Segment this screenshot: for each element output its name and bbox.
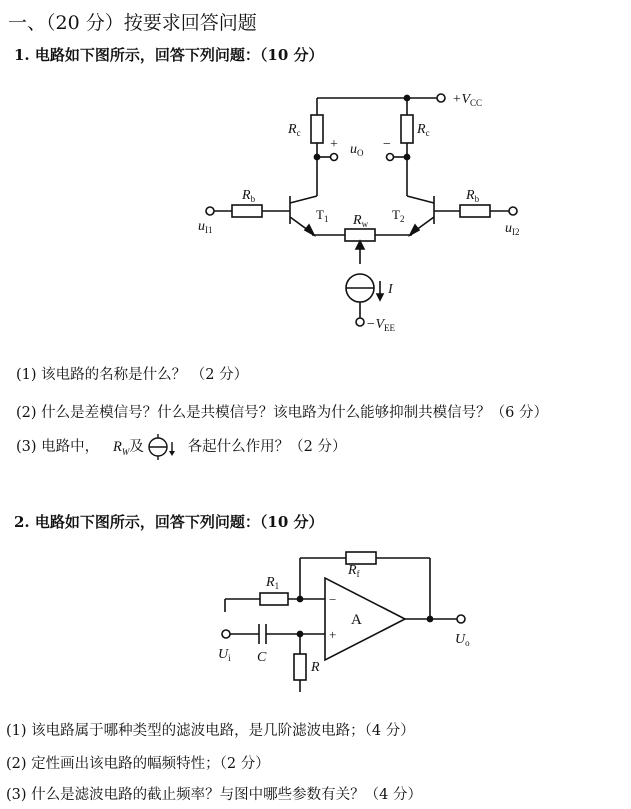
q2-stem: 2. 电路如下图所示，回答下列问题：（10 分）: [14, 513, 324, 531]
svg-text:Rc: $R_c$: [417, 122, 430, 138]
svg-text:T2: $T_2$: [392, 207, 405, 224]
svg-text:Uo: $U_o$: [455, 632, 470, 648]
svg-text:+VCC: $+V_{CC}$: [452, 92, 483, 108]
q2-item-2: (2) 定性画出该电路的幅频特性；（2 分）: [6, 756, 270, 772]
q1-item-2: (2) 什么是差模信号？什么是共模信号？该电路为什么能够抑制共模信号？（6 分）: [16, 405, 548, 421]
svg-text:I: I: [388, 282, 393, 297]
q1-item-3-and: 及: [129, 439, 144, 455]
svg-text:Ui: $U_i$: [218, 647, 231, 663]
svg-text:Rb: $R_b$: [466, 188, 480, 204]
current-source-icon: [148, 434, 178, 460]
q2-item-3: (3) 什么是滤波电路的截止频率？与图中哪些参数有关？（4 分）: [6, 787, 422, 803]
svg-text:T1: $T_1$: [316, 207, 329, 224]
q1-item-3-lead: (3) 电路中，: [16, 439, 100, 455]
q2-active-filter-diagram: [0, 540, 631, 700]
q1-item-3-tail: 各起什么作用？（2 分）: [187, 439, 347, 455]
section-title: 一、（20 分）按要求回答问题: [8, 12, 257, 34]
svg-text:+: +: [330, 137, 338, 152]
svg-text:R: R: [311, 660, 320, 675]
q1-differential-amplifier-diagram: [0, 0, 631, 345]
svg-text:Rc: $R_c$: [288, 122, 301, 138]
q1-stem: 1. 电路如下图所示，回答下列问题：（10 分）: [14, 46, 324, 64]
svg-text:A: A: [351, 612, 362, 628]
svg-text:Rf: $R_f$: [348, 563, 360, 579]
q2-item-1: (1) 该电路属于哪种类型的滤波电路，是几阶滤波电路；（4 分）: [6, 723, 415, 739]
svg-text:Rb: $R_b$: [242, 188, 256, 204]
q1-item-3-rw: $R_W$: [112, 439, 130, 457]
svg-text:+: +: [329, 627, 337, 642]
q1-item-1: (1) 该电路的名称是什么？ （2 分）: [16, 367, 249, 383]
svg-text:uO: $u_O$: [350, 142, 364, 158]
svg-text:uI2: $u_{I2}$: [505, 221, 520, 237]
q1-item-3: [16, 434, 347, 460]
svg-text:−: −: [383, 137, 391, 152]
svg-text:C: C: [257, 650, 267, 665]
svg-text:uI1: $u_{I1}$: [198, 219, 213, 235]
svg-text:Rw: $R_w$: [353, 213, 369, 229]
svg-text:R1: $R_1$: [266, 575, 280, 591]
svg-text:−VEE: $-V_{EE}$: [366, 317, 395, 333]
svg-text:−: −: [329, 592, 337, 607]
